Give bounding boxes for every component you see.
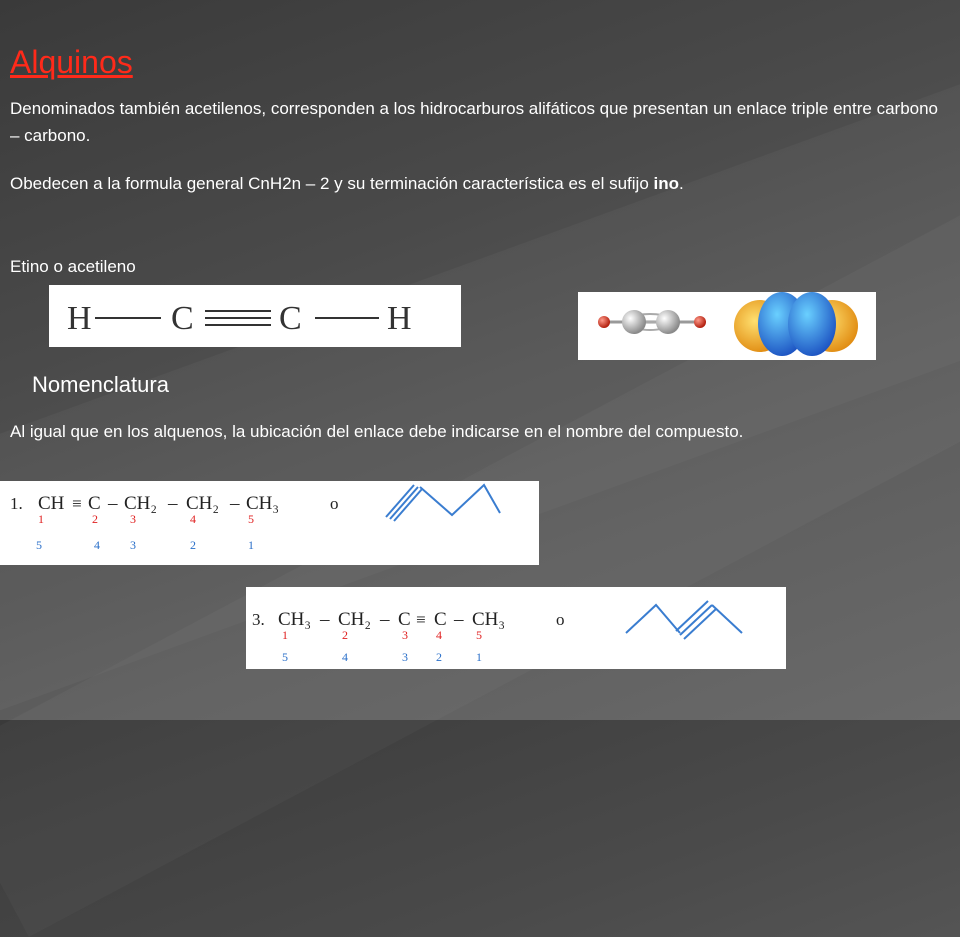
nomenclature-paragraph: Al igual que en los alquenos, la ubicación del enlace debe indicarse en el nombre del compuesto. bbox=[10, 422, 744, 441]
locant-top: 3 bbox=[402, 628, 408, 642]
locant-top: 4 bbox=[436, 628, 442, 642]
formula-paragraph bbox=[10, 170, 684, 197]
single-bond: – bbox=[230, 493, 240, 514]
group-c: C bbox=[398, 609, 411, 630]
locant-top: 5 bbox=[476, 628, 482, 642]
group-c: C bbox=[88, 493, 101, 514]
group-ch3: CH₃ bbox=[278, 609, 312, 630]
group-ch3: CH₃ bbox=[472, 609, 506, 630]
locant-bottom: 3 bbox=[402, 650, 408, 664]
group-ch2: CH₂ bbox=[338, 609, 372, 630]
example-label: Etino o acetileno bbox=[10, 257, 136, 276]
example-number: 3. bbox=[252, 610, 265, 629]
single-bond: – bbox=[108, 493, 118, 514]
locant-bottom: 2 bbox=[190, 538, 196, 552]
locant-top: 3 bbox=[130, 512, 136, 526]
ball-and-stick-model bbox=[598, 310, 706, 334]
single-bond: – bbox=[168, 493, 178, 514]
ethyne-structural-formula bbox=[49, 285, 461, 347]
locant-bottom: 3 bbox=[130, 538, 136, 552]
locant-top: 4 bbox=[190, 512, 196, 526]
group-ch: CH bbox=[38, 493, 65, 514]
atom-h: H bbox=[387, 300, 412, 337]
locant-bottom: 5 bbox=[36, 538, 42, 552]
space-filling-model bbox=[734, 292, 858, 356]
atom-c: C bbox=[171, 300, 194, 337]
example-3-pentyne bbox=[246, 587, 786, 669]
atom-h: H bbox=[67, 300, 92, 337]
locant-top: 5 bbox=[248, 512, 254, 526]
single-bond: – bbox=[380, 609, 390, 630]
definition-paragraph: Denominados también acetilenos, corresponden a los hidrocarburos alifáticos que presentan un enlace triple entre carbono – carbono. bbox=[10, 99, 939, 145]
slide-title: Alquinos bbox=[10, 44, 133, 80]
single-bond: – bbox=[320, 609, 330, 630]
locant-bottom: 1 bbox=[476, 650, 482, 664]
locant-bottom: 5 bbox=[282, 650, 288, 664]
locant-top: 2 bbox=[342, 628, 348, 642]
nomenclature-heading: Nomenclatura bbox=[32, 372, 169, 397]
suffix-ino: ino bbox=[653, 174, 679, 193]
example-number: 1. bbox=[10, 494, 23, 513]
single-bond: – bbox=[454, 609, 464, 630]
locant-top: 2 bbox=[92, 512, 98, 526]
ethyne-molecular-models bbox=[578, 292, 876, 360]
locant-bottom: 4 bbox=[342, 650, 348, 664]
atom-c: C bbox=[279, 300, 302, 337]
locant-top: 1 bbox=[38, 512, 44, 526]
skeletal-formula bbox=[626, 601, 742, 639]
connector-o: o bbox=[556, 610, 565, 629]
locant-top: 1 bbox=[282, 628, 288, 642]
connector-o: o bbox=[330, 494, 339, 513]
locant-bottom: 4 bbox=[94, 538, 100, 552]
group-ch2: CH₂ bbox=[124, 493, 158, 514]
triple-bond: ≡ bbox=[416, 610, 426, 629]
example-1-pentyne bbox=[0, 481, 539, 565]
locant-bottom: 2 bbox=[436, 650, 442, 664]
skeletal-formula bbox=[386, 485, 500, 521]
formula-text: Obedecen a la formula general CnH2n – 2 y su terminación característica es el sufijo bbox=[10, 174, 654, 193]
formula-period: . bbox=[679, 174, 684, 193]
group-ch3: CH₃ bbox=[246, 493, 280, 514]
locant-bottom: 1 bbox=[248, 538, 254, 552]
triple-bond: ≡ bbox=[72, 494, 82, 513]
group-ch2: CH₂ bbox=[186, 493, 220, 514]
group-c: C bbox=[434, 609, 447, 630]
